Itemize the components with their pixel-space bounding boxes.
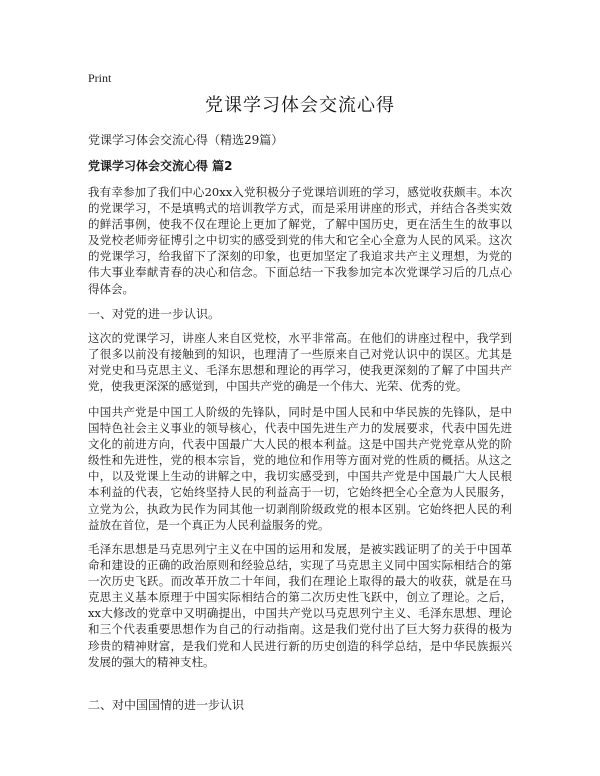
heading-understanding-party: 一、对党的进一步认识。 xyxy=(88,307,221,321)
page-title: 党课学习体会交流心得 xyxy=(205,95,395,116)
print-link[interactable]: Print xyxy=(88,71,112,85)
heading-understanding-national-conditions: 二、对中国国情的进一步认识 xyxy=(88,698,245,712)
section-title: 党课学习体会交流心得 篇2 xyxy=(88,159,233,173)
paragraph-party-nature: 中国共产党是中国工人阶级的先锋队，同时是中国人民和中华民族的先锋队，是中国特色社会主义事业的领导核心，代表中国先进生产力的发展要求，代表中国先进文化的前进方向，代表中国最广大人民的根本利益。这是中国共产党党章从党的阶级性和先进性，党的根本宗旨，党的地位和作用等方面对党的性质的概括。从这之中，以及党课上生动的讲解之中，我切实感受到，中国共产党是中国最广大人民根本利益的代表，它始终坚持人民的利益高于一切，它始终把全心全意为人民服务，立党为公，执政为民作为同其他一切剥削阶级政党的根本区别。它始终把人民的利益放在首位，是一个真正为人民利益服务的党。 xyxy=(88,405,512,532)
document-subtitle: 党课学习体会交流心得（精选29篇） xyxy=(88,133,284,147)
paragraph-party-lecture: 这次的党课学习，讲座人来自区党校，水平非常高。在他们的讲座过程中，我学到了很多以前没有接触到的知识，也理清了一些原来自己对党认识中的误区。尤其是对党史和马克思主义、毛泽东思想和理论的再学习，使我更深刻的了解了中国共产党，使我更深深的感觉到，中国共产党的确是一个伟大、光荣、优秀的党。 xyxy=(88,331,512,394)
paragraph-intro: 我有幸参加了我们中心20xx入党积极分子党课培训班的学习，感觉收获颇丰。本次的党课学习，不是填鸭式的培训教学方式，而是采用讲座的形式，并结合各类实效的鲜活事例，使我不仅在理论上更加了解党，了解中国历史，更在活生生的故事以及党校老师旁征博引之中切实的感受到党的伟大和它全心全意为人民的风采。这次的党课学习，给我留下了深刻的印象，也更加坚定了我追求共产主义理想，为党的伟大事业奉献青春的决心和信念。下面总结一下我参加完本次党课学习后的几点心得体会。 xyxy=(88,185,512,296)
paragraph-mao-thought: 毛泽东思想是马克思列宁主义在中国的运用和发展，是被实践证明了的关于中国革命和建设的正确的政治原则和经验总结，实现了马克思主义同中国实际相结合的第一次历史飞跃。而改革开放二十年间，我们在理论上取得的最大的收获，就是在马克思主义基本原理于中国实际相结合的第二次历史性飞跃中，创立了理论。之后，xx大修改的党章中又明确提出，中国共产党以马克思列宁主义、毛泽东思想、理论和三个代表重要思想作为自己的行动指南。这是我们党付出了巨大努力获得的极为珍贵的精神财富，是我们党和人民进行新的历史创造的科学总结，是中华民族振兴发展的强大的精神支柱。 xyxy=(88,542,512,669)
